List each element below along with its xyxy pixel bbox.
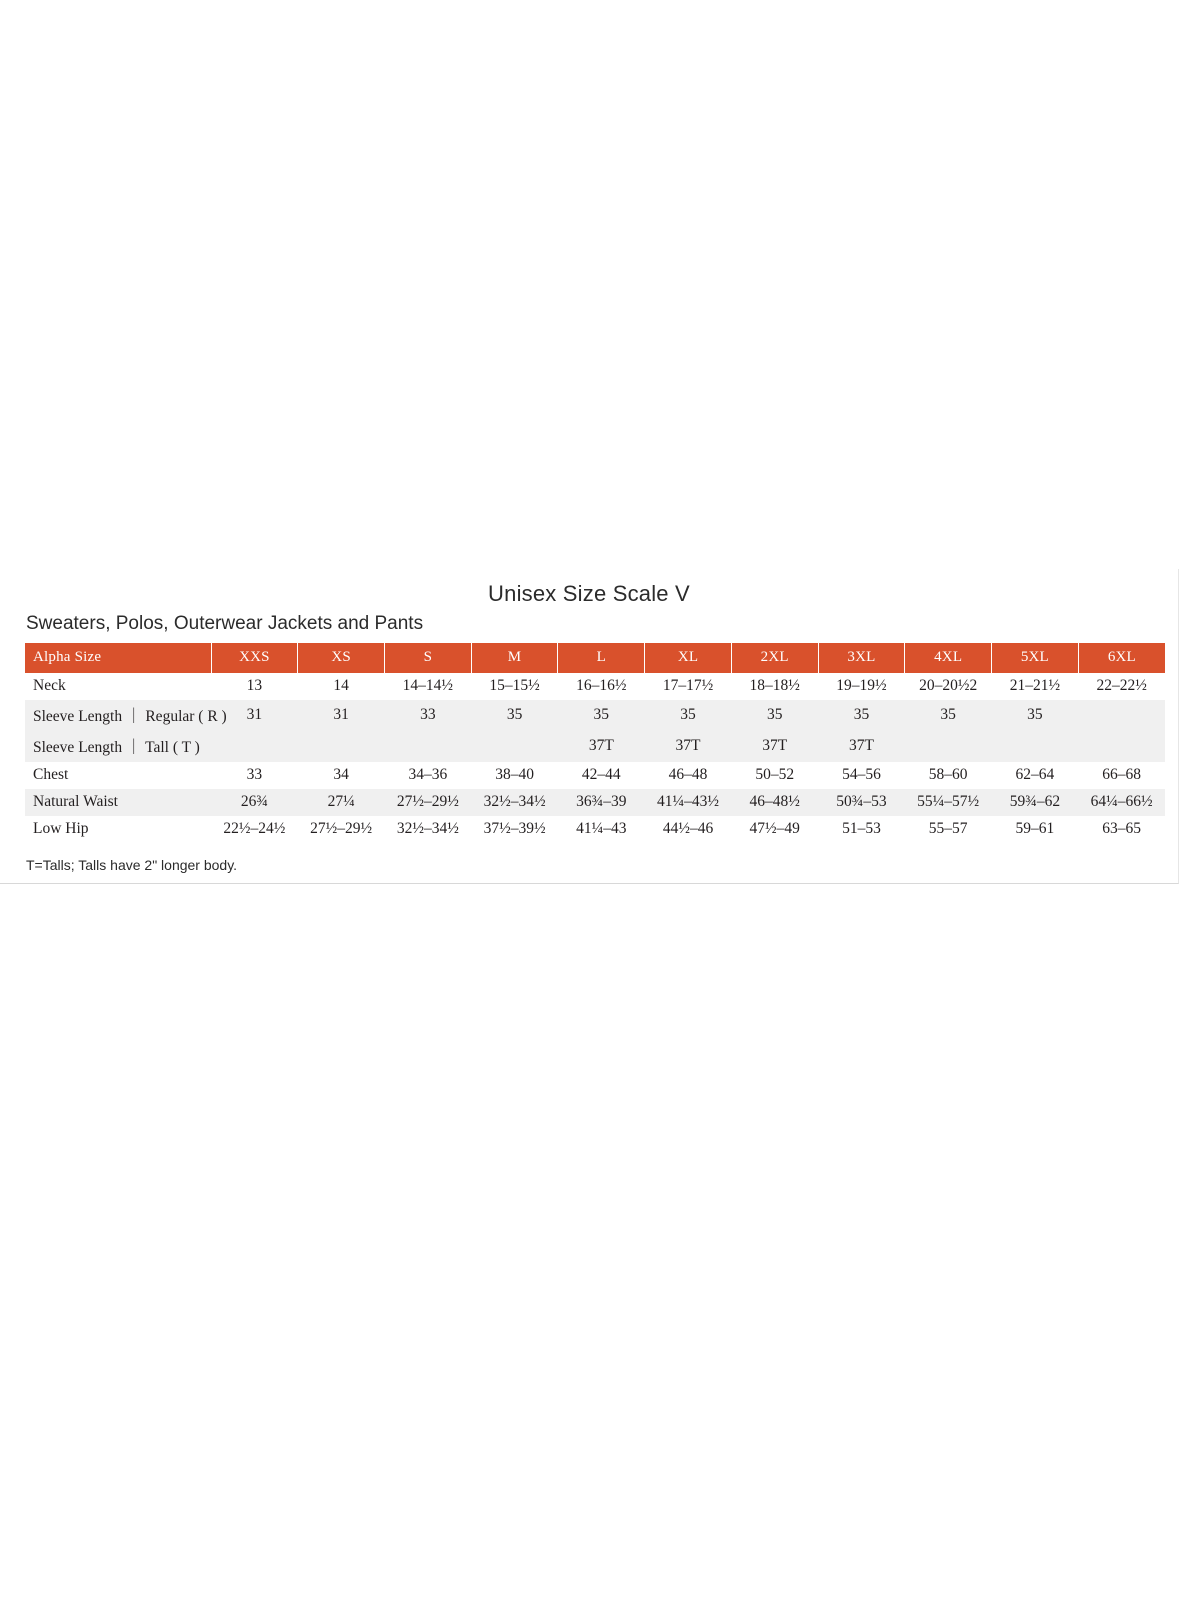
row-label: Natural Waist xyxy=(25,789,211,816)
cell: 16–16½ xyxy=(558,673,645,700)
cell: 31 xyxy=(211,700,298,731)
column-header-xs: XS xyxy=(298,643,385,673)
cell xyxy=(1078,700,1165,731)
cell: 37T xyxy=(645,731,732,762)
cell: 55–57 xyxy=(905,816,992,843)
cell: 33 xyxy=(385,700,472,731)
table-row xyxy=(25,762,1165,789)
cell: 59¾–62 xyxy=(992,789,1079,816)
cell: 47½–49 xyxy=(731,816,818,843)
cell xyxy=(1078,731,1165,762)
cell: 18–18½ xyxy=(731,673,818,700)
column-header-xl: XL xyxy=(645,643,732,673)
column-header-5xl: 5XL xyxy=(992,643,1079,673)
table-header xyxy=(25,643,1165,673)
cell: 15–15½ xyxy=(471,673,558,700)
column-header-3xl: 3XL xyxy=(818,643,905,673)
cell: 62–64 xyxy=(992,762,1079,789)
chart-subtitle: Sweaters, Polos, Outerwear Jackets and Pants xyxy=(26,613,424,634)
cell: 26¾ xyxy=(211,789,298,816)
cell: 35 xyxy=(471,700,558,731)
size-chart-table xyxy=(25,643,1165,843)
row-label: Sleeve Length ｜ Tall ( T ) xyxy=(25,731,211,762)
cell: 35 xyxy=(818,700,905,731)
cell: 37T xyxy=(818,731,905,762)
cell: 22½–24½ xyxy=(211,816,298,843)
cell: 34–36 xyxy=(385,762,472,789)
cell: 36¾–39 xyxy=(558,789,645,816)
cell: 63–65 xyxy=(1078,816,1165,843)
cell: 35 xyxy=(645,700,732,731)
cell: 21–21½ xyxy=(992,673,1079,700)
cell: 17–17½ xyxy=(645,673,732,700)
table-row xyxy=(25,731,1165,762)
row-label: Chest xyxy=(25,762,211,789)
cell xyxy=(471,731,558,762)
table-row xyxy=(25,816,1165,843)
cell: 19–19½ xyxy=(818,673,905,700)
cell: 35 xyxy=(558,700,645,731)
cell: 51–53 xyxy=(818,816,905,843)
table-row xyxy=(25,700,1165,731)
column-header-l: L xyxy=(558,643,645,673)
cell: 14 xyxy=(298,673,385,700)
cell: 33 xyxy=(211,762,298,789)
table-footnote: T=Talls; Talls have 2" longer body. xyxy=(26,857,238,873)
cell: 37½–39½ xyxy=(471,816,558,843)
cell: 31 xyxy=(298,700,385,731)
cell: 58–60 xyxy=(905,762,992,789)
cell: 32½–34½ xyxy=(471,789,558,816)
cell xyxy=(385,731,472,762)
cell: 42–44 xyxy=(558,762,645,789)
cell: 41¼–43½ xyxy=(645,789,732,816)
cell: 50–52 xyxy=(731,762,818,789)
cell: 54–56 xyxy=(818,762,905,789)
cell: 27½–29½ xyxy=(298,816,385,843)
cell: 44½–46 xyxy=(645,816,732,843)
table-body xyxy=(25,673,1165,843)
column-header-s: S xyxy=(385,643,472,673)
row-label: Low Hip xyxy=(25,816,211,843)
cell: 50¾–53 xyxy=(818,789,905,816)
cell: 46–48½ xyxy=(731,789,818,816)
cell: 46–48 xyxy=(645,762,732,789)
cell: 66–68 xyxy=(1078,762,1165,789)
cell xyxy=(211,731,298,762)
column-header-4xl: 4XL xyxy=(905,643,992,673)
cell: 38–40 xyxy=(471,762,558,789)
cell: 32½–34½ xyxy=(385,816,472,843)
cell: 27¼ xyxy=(298,789,385,816)
cell: 35 xyxy=(905,700,992,731)
cell: 20–20½2 xyxy=(905,673,992,700)
cell: 64¼–66½ xyxy=(1078,789,1165,816)
column-header-6xl: 6XL xyxy=(1078,643,1165,673)
cell: 22–22½ xyxy=(1078,673,1165,700)
cell xyxy=(992,731,1079,762)
table-header-row xyxy=(25,643,1165,673)
cell: 41¼–43 xyxy=(558,816,645,843)
table-row xyxy=(25,789,1165,816)
cell: 27½–29½ xyxy=(385,789,472,816)
size-chart-card xyxy=(0,569,1179,884)
cell: 37T xyxy=(731,731,818,762)
column-header-m: M xyxy=(471,643,558,673)
cell: 13 xyxy=(211,673,298,700)
row-label: Sleeve Length ｜ Regular ( R ) xyxy=(25,700,211,731)
cell: 14–14½ xyxy=(385,673,472,700)
cell xyxy=(298,731,385,762)
cell: 37T xyxy=(558,731,645,762)
cell: 35 xyxy=(731,700,818,731)
cell: 34 xyxy=(298,762,385,789)
page-title: Unisex Size Scale V xyxy=(488,581,690,606)
cell: 55¼–57½ xyxy=(905,789,992,816)
column-header-alpha-size: Alpha Size xyxy=(25,643,211,673)
column-header-2xl: 2XL xyxy=(731,643,818,673)
cell: 59–61 xyxy=(992,816,1079,843)
table-row xyxy=(25,673,1165,700)
row-label: Neck xyxy=(25,673,211,700)
cell: 35 xyxy=(992,700,1079,731)
column-header-xxs: XXS xyxy=(211,643,298,673)
cell xyxy=(905,731,992,762)
